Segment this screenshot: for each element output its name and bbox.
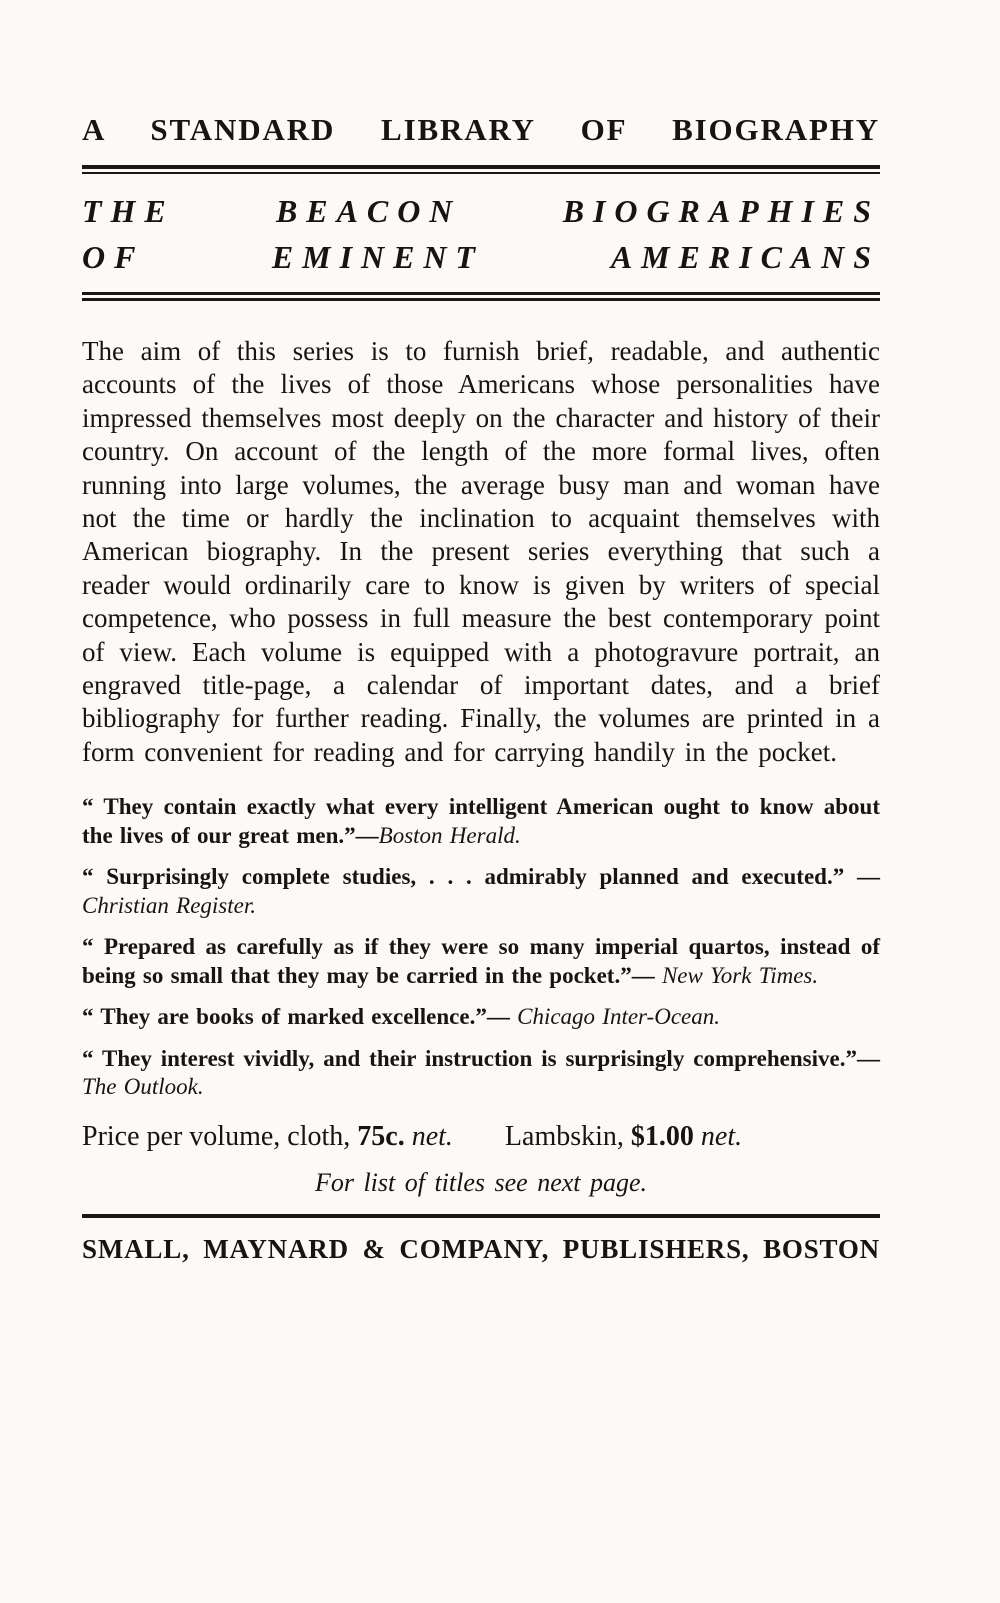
cloth-price: 75c. <box>357 1120 405 1152</box>
series-title <box>82 188 880 280</box>
net-label: net. <box>693 1120 743 1152</box>
rule-line <box>82 298 880 301</box>
review-text: “ They are books of marked excellence.”— <box>82 1004 510 1030</box>
rule-line <box>82 1214 880 1218</box>
double-rule-under-title <box>82 292 880 301</box>
review-text: “ They contain exactly what every intelligent American ought to know about the lives of our great men.”— <box>82 794 880 848</box>
price-line <box>82 1120 880 1154</box>
rule-above-publisher <box>82 1214 880 1218</box>
rule-line <box>82 172 880 174</box>
series-title-line1: THE BEACON BIOGRAPHIES <box>82 193 880 229</box>
series-title-line2: OF EMINENT AMERICANS <box>82 239 880 275</box>
review-text: “ Prepared as carefully as if they were so many imperial quartos, instead of being so small that they may be carried in the pocket.”— <box>82 934 880 988</box>
review-the-outlook <box>82 1045 880 1102</box>
review-christian-register <box>82 863 880 920</box>
lambskin-price: $1.00 <box>630 1120 694 1152</box>
review-source: New York Times. <box>654 962 819 988</box>
review-source: Chicago Inter-Ocean. <box>509 1004 720 1030</box>
page-header: A STANDARD LIBRARY OF BIOGRAPHY <box>82 112 880 147</box>
double-rule-top <box>82 165 880 174</box>
review-new-york-times <box>82 933 880 990</box>
review-text: “ They interest vividly, and their instruction is surprisingly comprehensive.”— <box>82 1045 880 1071</box>
review-chicago-inter-ocean <box>82 1003 880 1032</box>
press-reviews <box>82 793 880 1102</box>
review-source: Christian Register. <box>82 892 257 918</box>
lambskin-label: Lambskin, <box>504 1120 631 1152</box>
see-next-page-note: For list of titles see next page. <box>314 1167 648 1197</box>
rule-line <box>82 292 880 295</box>
review-text: “ Surprisingly complete studies, . . . admirably planned and executed.” — <box>82 864 880 890</box>
review-source: The Outlook. <box>82 1074 204 1100</box>
review-source: Boston Herald. <box>378 822 521 848</box>
rule-line <box>82 165 880 169</box>
net-label: net. <box>404 1120 453 1152</box>
price-prefix: Price per volume, cloth, <box>82 1120 358 1152</box>
review-boston-herald <box>82 793 880 850</box>
publisher-imprint: SMALL, MAYNARD & COMPANY, PUBLISHERS, BOSTON <box>82 1233 880 1264</box>
series-description: The aim of this series is to furnish brief, readable, and authentic accounts of the lives of those Americans whose personalities have impressed themselves most deeply on the character and history of their country. On account of the length of the more formal lives, often running into large volumes, the average busy man and woman have not the time or hardly the inclination to acquaint themselves with American biography. In the present series everything that such a reader would ordinarily care to know is given by writers of special competence, who possess in full measure the best contemporary point of view. Each volume is equipped with a photogravure portrait, an engraved title-page, a calendar of important dates, and a brief bibliography for further reading. Finally, the volumes are printed in a form convenient for reading and for carrying handily in the pocket. <box>82 336 880 767</box>
